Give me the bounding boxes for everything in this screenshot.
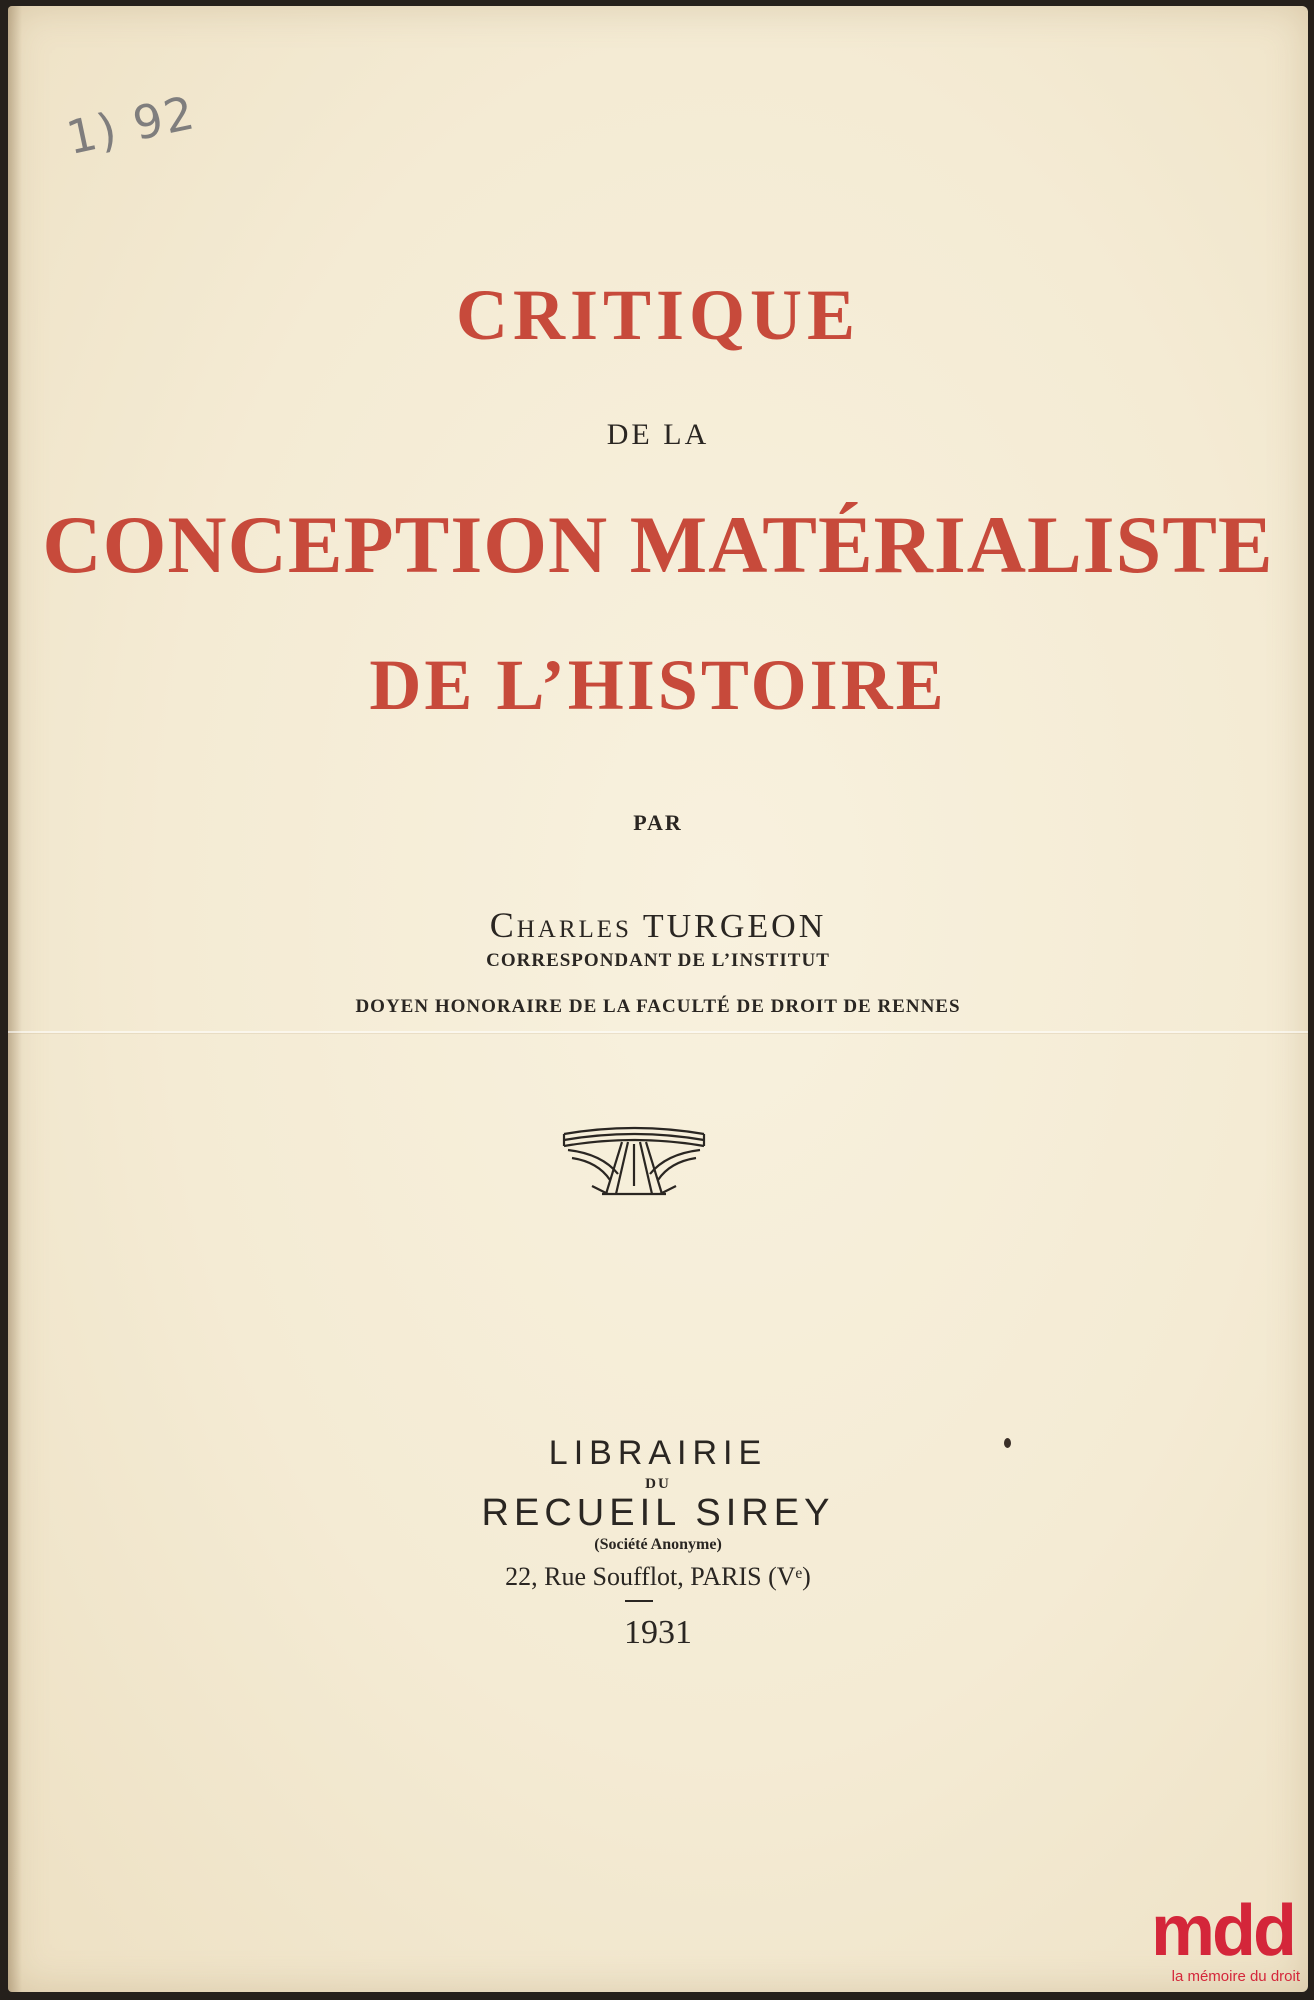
author-first-name: Charles: [489, 905, 632, 945]
title-line-conception: CONCEPTION MATÉRIALISTE: [42, 499, 1274, 590]
handwritten-pencil-note: 1) 92: [61, 85, 201, 165]
author-role-correspondant: CORRESPONDANT DE L’INSTITUT: [486, 950, 830, 971]
publisher-librairie: LIBRAIRIE: [548, 1434, 768, 1472]
page-fold-line: [8, 1031, 1308, 1033]
title-line-de-la: DE LA: [606, 418, 710, 451]
publisher-ornament-icon: [562, 1124, 706, 1196]
mdd-watermark-logo: [1140, 1890, 1300, 1990]
author-last-name: TURGEON: [642, 908, 827, 945]
author-role-dean: DOYEN HONORAIRE DE LA FACULTÉ DE DROIT DE RENNES: [355, 996, 961, 1017]
mdd-logo-letters: mdd: [1151, 1891, 1294, 1971]
book-cover-page: [8, 6, 1308, 1992]
mdd-logo-tagline: la mémoire du droit: [1171, 1968, 1300, 1985]
publisher-name: RECUEIL SIREY: [481, 1492, 835, 1534]
mdd-logo-text: [1151, 1892, 1294, 1970]
author-name: [8, 904, 1308, 946]
title-line-histoire: DE L’HISTOIRE: [369, 645, 947, 725]
publisher-address: 22, Rue Soufflot, PARIS (Vᵉ): [505, 1562, 811, 1591]
publication-year: 1931: [624, 1614, 692, 1651]
ink-speck: [1004, 1438, 1011, 1448]
publisher-company-type: (Société Anonyme): [594, 1536, 722, 1553]
divider-dash: [625, 1600, 653, 1602]
publisher-du: DU: [645, 1476, 671, 1492]
by-label: PAR: [633, 810, 683, 835]
title-line-critique: CRITIQUE: [455, 275, 861, 355]
